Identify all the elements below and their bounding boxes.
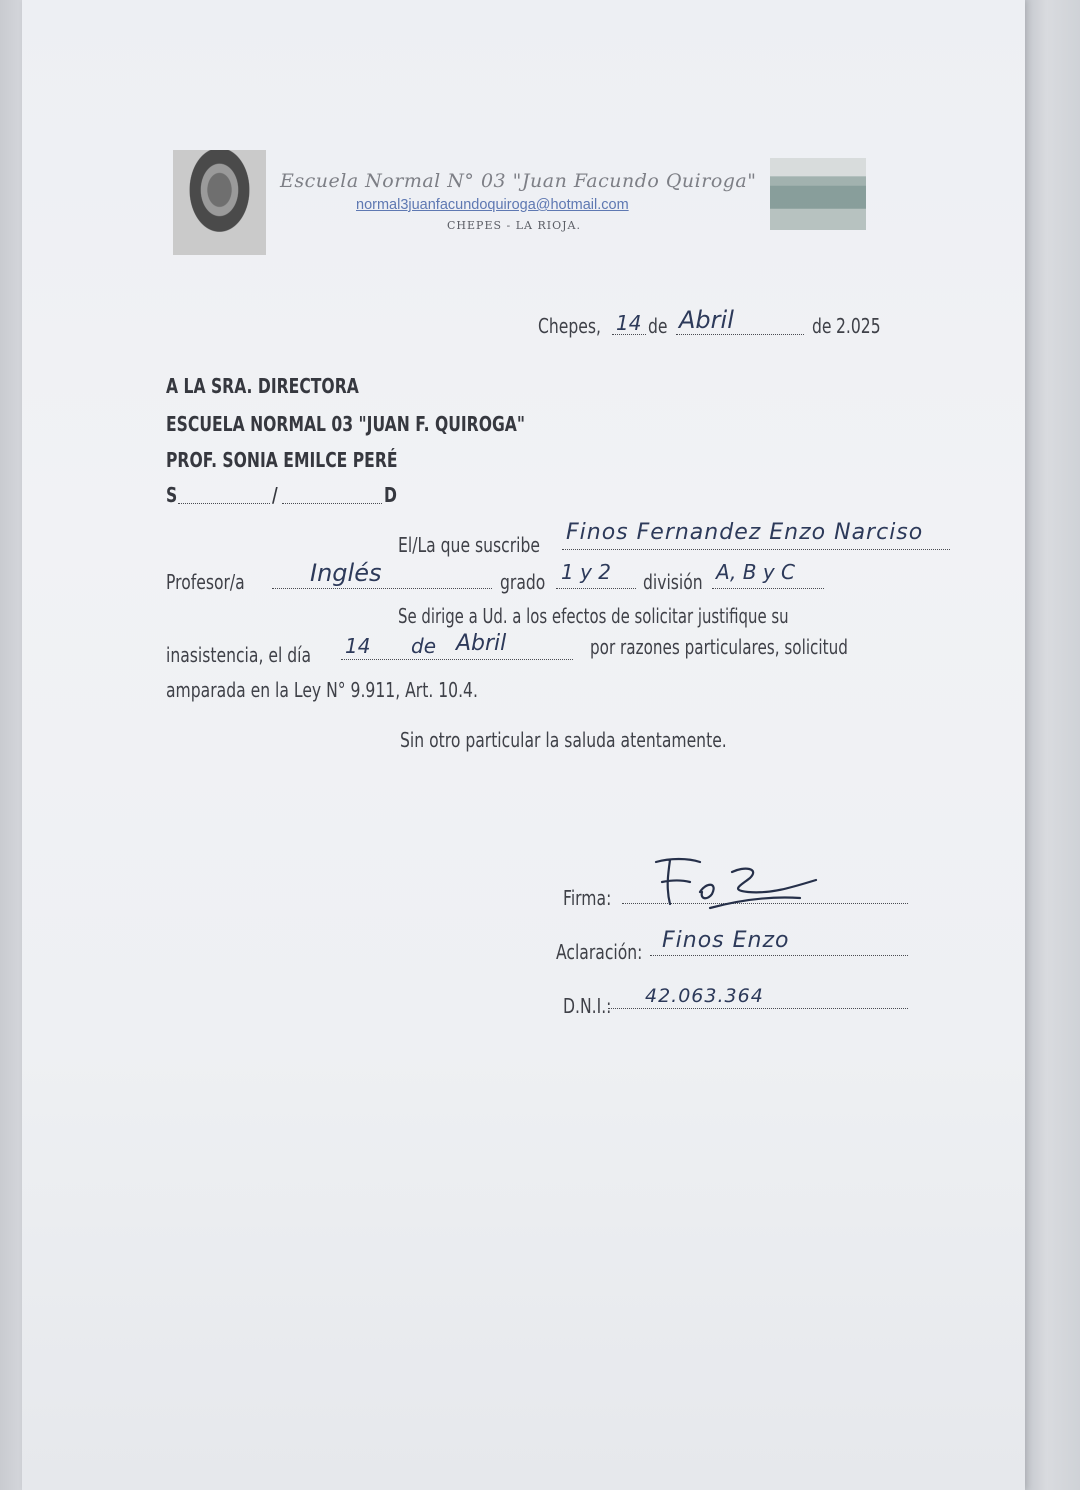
salutation-line-2	[282, 503, 382, 504]
absence-date-line	[341, 659, 573, 660]
aclaracion-label: Aclaración:	[556, 940, 643, 964]
reason-text: por razones particulares, solicitud	[590, 635, 848, 659]
date-prefix: Chepes,	[538, 314, 601, 338]
school-letterhead-title: Escuela Normal N° 03 "Juan Facundo Quiroga"	[280, 170, 757, 192]
date-de-1: de	[648, 314, 668, 338]
salutation-d: D	[384, 483, 397, 507]
school-city: CHEPES - LA RIOJA.	[447, 219, 581, 232]
grado-label: grado	[500, 570, 546, 594]
addressee-line-1: A LA SRA. DIRECTORA	[166, 374, 359, 398]
school-building-image	[770, 158, 866, 230]
absence-de-handwritten: de	[411, 634, 436, 658]
aclaracion-handwritten: Finos Enzo	[662, 928, 790, 953]
division-label: división	[643, 570, 703, 594]
profesor-label: Profesor/a	[166, 570, 245, 594]
salutation-slash: /	[272, 483, 278, 507]
subject-handwritten: Inglés	[310, 559, 382, 587]
salutation-line-1	[178, 503, 270, 504]
dni-handwritten: 42.063.364	[645, 985, 764, 1007]
salutation-s: S	[166, 483, 178, 507]
division-line	[712, 588, 824, 589]
date-month-line	[676, 334, 804, 335]
request-paragraph-line-1: Se dirige a Ud. a los efectos de solicitar justifique su	[398, 604, 789, 628]
teacher-name-handwritten: Finos Fernandez Enzo Narciso	[566, 520, 924, 545]
background-surface	[1025, 0, 1080, 1490]
school-email: normal3juanfacundoquiroga@hotmail.com	[356, 197, 629, 213]
date-year: 2.025	[836, 314, 881, 338]
subject-line	[272, 588, 492, 589]
division-handwritten: A, B y C	[716, 560, 796, 584]
date-month-handwritten: Abril	[679, 306, 734, 334]
addressee-line-2: ESCUELA NORMAL 03 "JUAN F. QUIROGA"	[166, 412, 525, 436]
absence-day-handwritten: 14	[345, 634, 371, 658]
inasistencia-prefix: inasistencia, el día	[166, 643, 312, 667]
addressee-line-3: PROF. SONIA EMILCE PERÉ	[166, 448, 398, 472]
date-day-handwritten: 14	[616, 311, 642, 335]
date-de-2: de	[812, 314, 832, 338]
dni-label: D.N.I.:	[563, 994, 612, 1018]
firma-label: Firma:	[563, 886, 612, 910]
absence-month-handwritten: Abril	[456, 631, 507, 656]
law-reference: amparada en la Ley N° 9.911, Art. 10.4.	[166, 678, 478, 702]
dni-line	[608, 1008, 908, 1009]
grado-handwritten: 1 y 2	[561, 560, 611, 584]
grado-line	[556, 588, 636, 589]
suscribe-label: El/La que suscribe	[398, 533, 540, 557]
aclaracion-line	[650, 955, 908, 956]
name-line	[562, 549, 950, 550]
founder-portrait-image	[173, 150, 266, 255]
closing-sentence: Sin otro particular la saluda atentamente.	[400, 728, 727, 752]
handwritten-signature	[640, 852, 830, 922]
